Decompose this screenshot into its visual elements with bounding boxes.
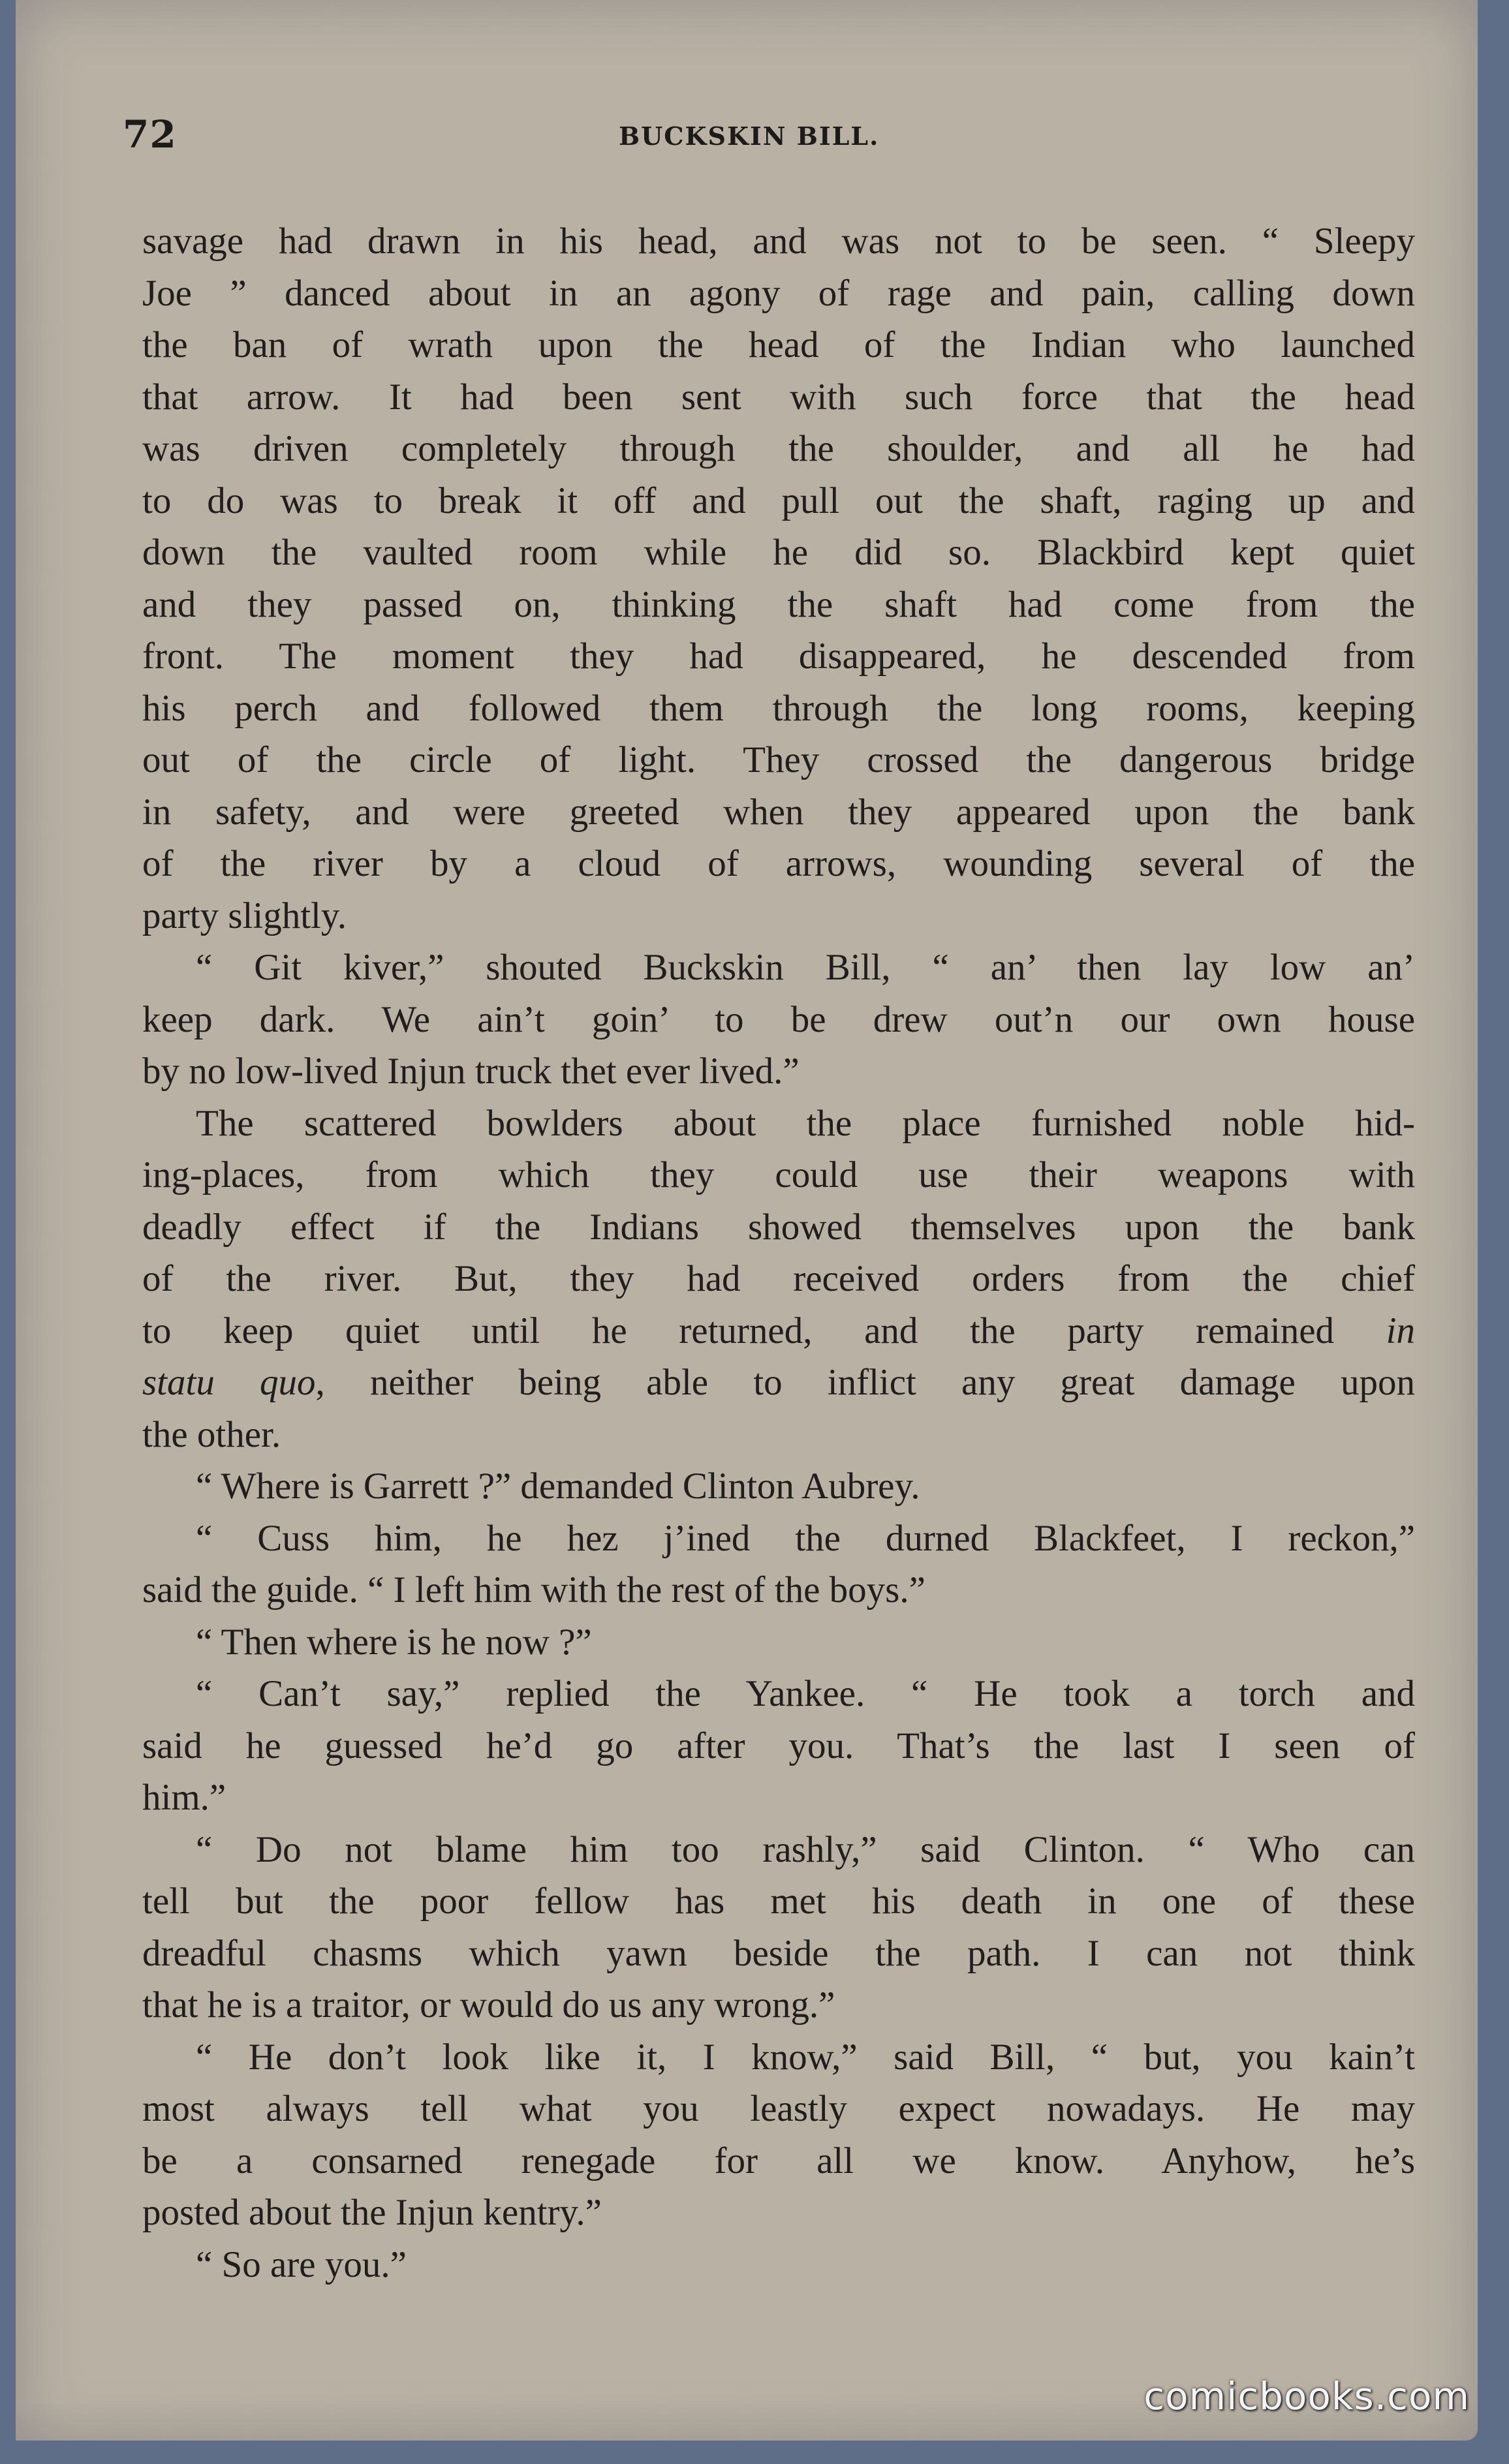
text-line: the other.	[142, 1413, 281, 1455]
text-line: the ban of wrath upon the head of the Indian who launched	[142, 324, 1415, 365]
text-line: deadly effect if the Indians showed themselves upon the bank	[142, 1206, 1415, 1248]
text-line: of the river by a cloud of arrows, wounding several of the	[142, 843, 1415, 884]
text-line: “ Cuss him, he hez j’ined the durned Blackfeet, I reckon,”	[196, 1517, 1415, 1559]
running-title: BUCKSKIN BILL.	[619, 121, 880, 151]
text-line: ing-places, from which they could use their weapons with	[142, 1154, 1415, 1195]
text-line: tell but the poor fellow has met his death in one of these	[142, 1881, 1415, 1922]
text-line: and they passed on, thinking the shaft had come from the	[142, 583, 1415, 625]
text-line: him.”	[142, 1777, 226, 1818]
paragraph	[142, 215, 1415, 942]
text-line: “ Can’t say,” replied the Yankee. “ He took a torch and	[196, 1673, 1415, 1714]
paragraph	[142, 1616, 1415, 1669]
text-line: that he is a traitor, or would do us any wrong.”	[142, 1984, 835, 2025]
text-line: of the river. But, they had received orders from the chief	[142, 1258, 1415, 1299]
text-line: posted about the Injun kentry.”	[142, 2192, 602, 2233]
text-line: party slightly.	[142, 895, 347, 936]
text-line: his perch and followed them through the long rooms, keeping	[142, 687, 1415, 729]
paragraph	[142, 1668, 1415, 1824]
text-line: most always tell what you leastly expect nowadays. He may	[142, 2088, 1415, 2129]
book-page	[16, 0, 1478, 2441]
text-line: by no low-lived Injun truck thet ever lived.”	[142, 1051, 800, 1092]
page-header	[123, 112, 1418, 164]
text-line: statu quo, neither being able to inflict any great damage upon	[142, 1362, 1415, 1403]
text-line: “ Do not blame him too rashly,” said Clinton. “ Who can	[196, 1828, 1415, 1870]
text-line: The scattered bowlders about the place furnished noble hid-	[196, 1102, 1415, 1144]
text-line: dreadful chasms which yawn beside the path. I can not think	[142, 1932, 1415, 1974]
text-line: down the vaulted room while he did so. Blackbird kept quiet	[142, 532, 1415, 573]
text-line: in safety, and were greeted when they appeared upon the bank	[142, 791, 1415, 833]
text-line: to keep quiet until he returned, and the party remained in	[142, 1310, 1415, 1351]
body-text	[142, 215, 1415, 2290]
text-line: said the guide. “ I left him with the rest of the boys.”	[142, 1569, 926, 1610]
text-line: that arrow. It had been sent with such force that the head	[142, 376, 1415, 418]
text-line: “ Then where is he now ?”	[196, 1621, 592, 1663]
text-line: “ So are you.”	[196, 2243, 407, 2285]
paragraph	[142, 942, 1415, 1098]
text-line: “ Where is Garrett ?” demanded Clinton Aubrey.	[196, 1466, 920, 1507]
text-line: was driven completely through the shoulder, and all he had	[142, 428, 1415, 469]
text-line: “ Git kiver,” shouted Buckskin Bill, “ an’ then lay low an’	[196, 947, 1415, 988]
watermark: comicbooks.com	[1143, 2374, 1470, 2418]
text-line: out of the circle of light. They crossed the dangerous bridge	[142, 739, 1415, 780]
text-line: keep dark. We ain’t goin’ to be drew out’n our own house	[142, 998, 1415, 1040]
text-line: Joe ” danced about in an agony of rage and pain, calling down	[142, 272, 1415, 314]
text-line: savage had drawn in his head, and was not to be seen. “ Sleepy	[142, 221, 1415, 262]
text-line: “ He don’t look like it, I know,” said Bill, “ but, you kain’t	[196, 2036, 1415, 2078]
text-line: be a consarned renegade for all we know. Anyhow, he’s	[142, 2140, 1415, 2181]
paragraph	[142, 2031, 1415, 2239]
paragraph	[142, 1098, 1415, 1461]
paragraph	[142, 1824, 1415, 2031]
text-line: to do was to break it off and pull out the shaft, raging up and	[142, 480, 1415, 521]
page-number: 72	[123, 112, 177, 157]
paragraph	[142, 1460, 1415, 1513]
text-line: said he guessed he’d go after you. That’s the last I seen of	[142, 1725, 1415, 1766]
paragraph	[142, 1513, 1415, 1616]
paragraph	[142, 2239, 1415, 2291]
text-line: front. The moment they had disappeared, he descended from	[142, 636, 1415, 677]
